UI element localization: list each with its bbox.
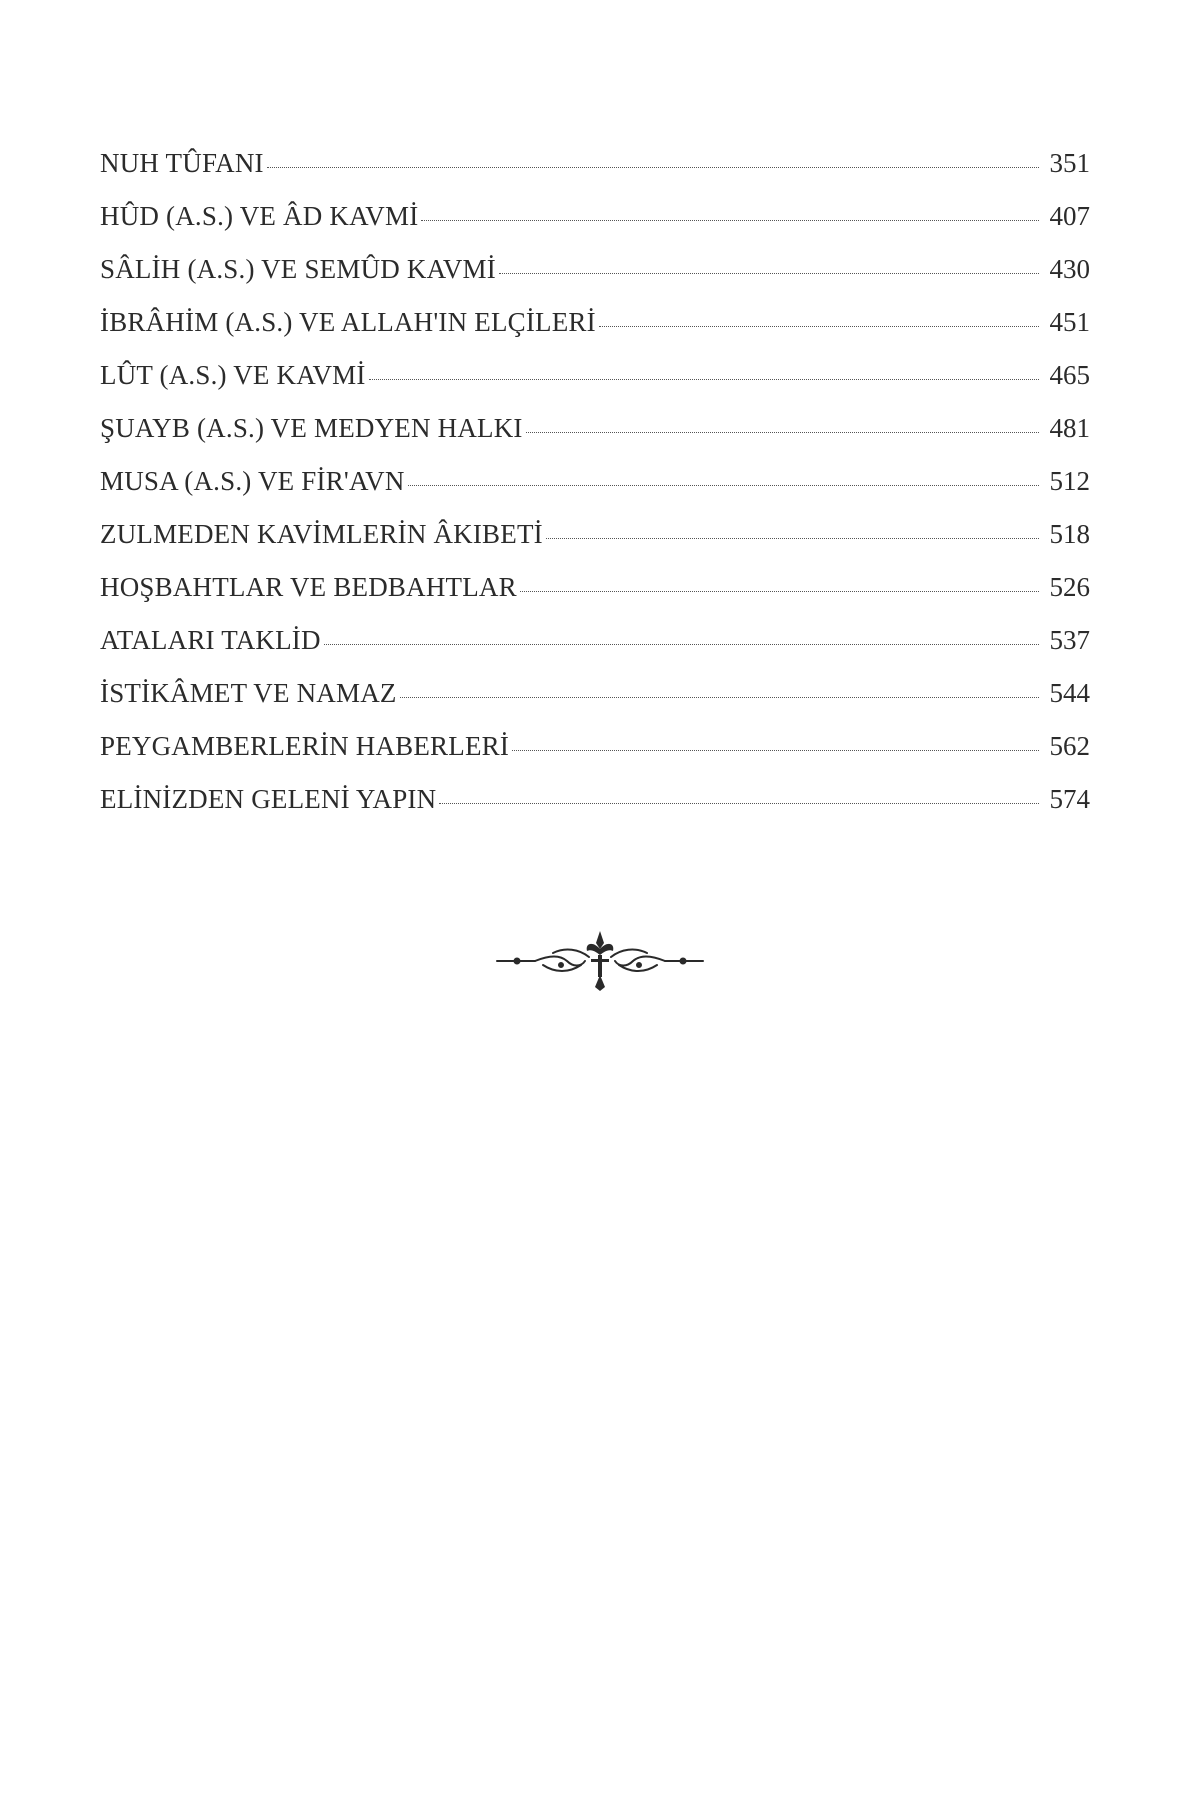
toc-entry-title: İBRÂHİM (A.S.) VE ALLAH'IN ELÇİLERİ [100, 307, 596, 337]
dot-leader [499, 273, 1039, 274]
fleuron-divider-icon [495, 925, 705, 995]
toc-entry[interactable] [100, 148, 1090, 201]
toc-entry-page: 544 [1049, 678, 1090, 708]
dot-leader [520, 591, 1039, 592]
dot-leader [421, 220, 1039, 221]
toc-entry[interactable] [100, 201, 1090, 254]
toc-entry[interactable] [100, 360, 1090, 413]
toc-entry[interactable] [100, 731, 1090, 784]
toc-entry[interactable] [100, 784, 1090, 837]
toc-entry-title: ŞUAYB (A.S.) VE MEDYEN HALKI [100, 413, 523, 443]
dot-leader [512, 750, 1039, 751]
toc-entry-title: ZULMEDEN KAVİMLERİN ÂKIBETİ [100, 519, 543, 549]
toc-entry[interactable] [100, 254, 1090, 307]
dot-leader [400, 697, 1039, 698]
toc-entry-title: SÂLİH (A.S.) VE SEMÛD KAVMİ [100, 254, 496, 284]
dot-leader [267, 167, 1039, 168]
toc-entry-title: NUH TÛFANI [100, 148, 264, 178]
table-of-contents [100, 148, 1090, 837]
dot-leader [408, 485, 1039, 486]
toc-entry[interactable] [100, 519, 1090, 572]
dot-leader [599, 326, 1039, 327]
toc-entry-page: 562 [1049, 731, 1090, 761]
toc-entry-page: 518 [1049, 519, 1090, 549]
toc-entry[interactable] [100, 413, 1090, 466]
dot-leader [439, 803, 1039, 804]
dot-leader [369, 379, 1039, 380]
toc-entry-title: İSTİKÂMET VE NAMAZ [100, 678, 397, 708]
toc-entry-title: PEYGAMBERLERİN HABERLERİ [100, 731, 510, 761]
toc-entry-title: ATALARI TAKLİD [100, 625, 321, 655]
toc-entry[interactable] [100, 678, 1090, 731]
toc-entry-title: ELİNİZDEN GELENİ YAPIN [100, 784, 437, 814]
toc-entry-page: 481 [1049, 413, 1090, 443]
toc-entry-page: 465 [1049, 360, 1090, 390]
dot-leader [324, 644, 1039, 645]
toc-entry-page: 574 [1049, 784, 1090, 814]
toc-entry-page: 351 [1049, 148, 1090, 178]
toc-entry-title: MUSA (A.S.) VE FİR'AVN [100, 466, 405, 496]
toc-entry-page: 407 [1049, 201, 1090, 231]
toc-entry-title: HÛD (A.S.) VE ÂD KAVMİ [100, 201, 419, 231]
toc-entry-title: HOŞBAHTLAR VE BEDBAHTLAR [100, 572, 517, 602]
toc-entry-page: 451 [1049, 307, 1090, 337]
dot-leader [526, 432, 1039, 433]
toc-entry-title: LÛT (A.S.) VE KAVMİ [100, 360, 366, 390]
toc-entry-page: 526 [1049, 572, 1090, 602]
dot-leader [546, 538, 1039, 539]
toc-entry-page: 512 [1049, 466, 1090, 496]
toc-entry[interactable] [100, 625, 1090, 678]
toc-entry-page: 537 [1049, 625, 1090, 655]
toc-entry[interactable] [100, 307, 1090, 360]
toc-entry[interactable] [100, 466, 1090, 519]
toc-entry[interactable] [100, 572, 1090, 625]
toc-entry-page: 430 [1049, 254, 1090, 284]
